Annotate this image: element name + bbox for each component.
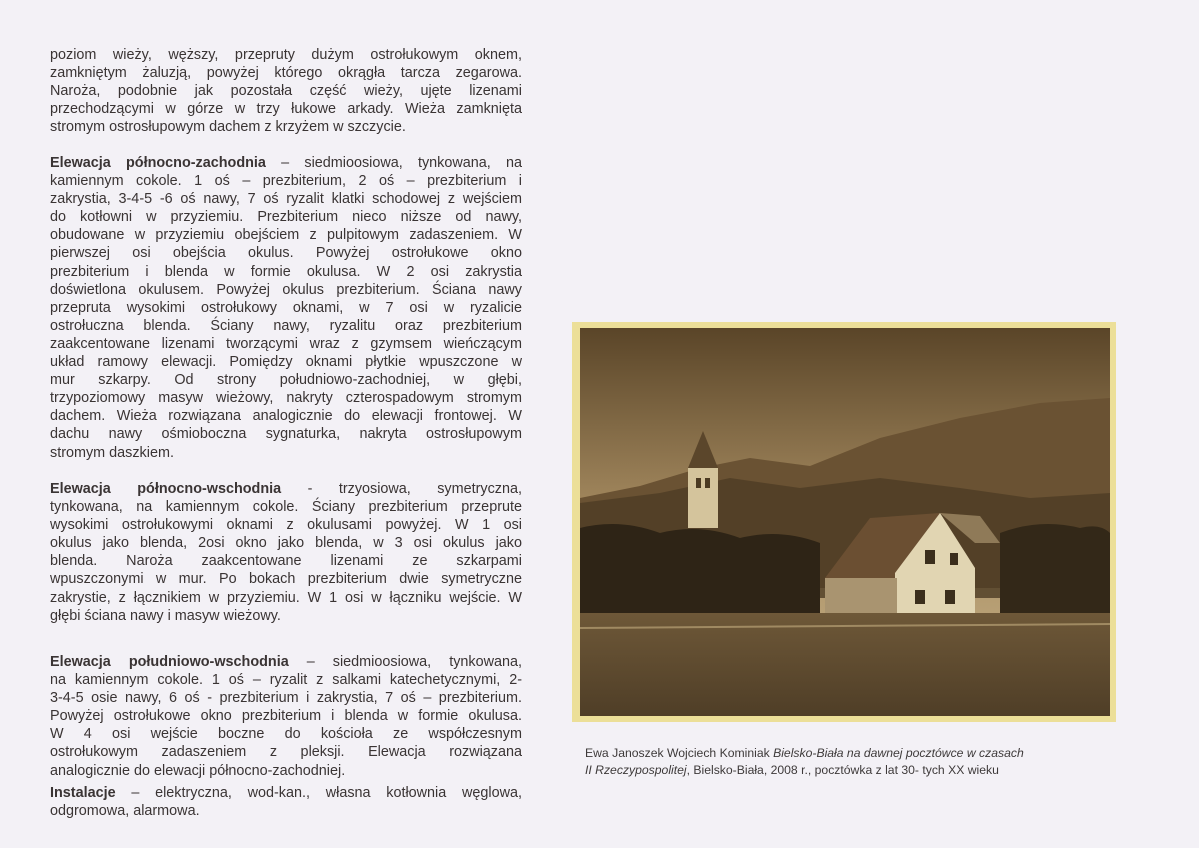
text-line: na kamiennym cokole. 1 oś – ryzalit z salkami katechetycznymi, 2- — [50, 672, 522, 689]
paragraph — [50, 154, 522, 462]
section-heading: Elewacja południowo-wschodnia — [50, 654, 289, 670]
text-line: głębi ściana nawy i masyw wieżowy. — [50, 607, 281, 624]
caption-title-cont: II Rzeczypospolitej — [585, 763, 687, 777]
text-line: kamiennym cokole. 1 oś – prezbiterium, 2 oś – prezbiterium i — [50, 173, 522, 190]
text-line: Naroża, podobnie jak pozostała część wieży, ujęte lizenami — [50, 83, 522, 100]
text-line — [50, 480, 522, 498]
text-line: zamkniętym żaluzją, powyżej którego okrągła tarcza zegarowa. — [50, 65, 522, 82]
paragraph — [50, 46, 522, 136]
text-line: stromym daszkiem. — [50, 444, 174, 461]
text-line: wysokimi ostrołukowymi oknami z okulusami powyżej. W 1 osi — [50, 517, 522, 534]
trees — [580, 524, 820, 618]
text-line: blenda. Naroża zaakcentowane lizenami ze szkarpami — [50, 553, 522, 570]
text-line: prezbiterium i blenda w formie okulusa. W 2 osi zakrystia — [50, 263, 522, 280]
text-line-content: – elektryczna, wod-kan., własna kotłownia węglowa, — [115, 785, 522, 801]
text-line-content: – siedmioosiowa, tynkowana, na — [265, 155, 523, 171]
text-line: mur szkarpy. Od strony południowo-zachodniej, w głębi, — [50, 372, 522, 389]
text-line: Powyżej ostrołukowe okno prezbiterium i blenda w formie okulusa. — [50, 708, 522, 725]
text-line: zaakcentowane lizenami tworzącymi wraz z gzymsem wieńczącym — [50, 335, 522, 352]
caption-title: Bielsko-Biała na dawnej pocztówce w czasach — [773, 746, 1024, 760]
text-line: okulus jako blenda, 2osi okno jako blenda, w 3 osi okulus jako — [50, 535, 522, 552]
text-line-content: – siedmioosiowa, tynkowana, — [288, 654, 522, 670]
section-heading: Elewacja północno-wschodnia — [50, 481, 282, 497]
text-line: odgromowa, alarmowa. — [50, 803, 200, 820]
field — [580, 613, 1110, 716]
photo-caption — [585, 745, 1024, 779]
text-line: dachem. Wieża rozwiązana analogicznie do elewacji frontowej. W — [50, 408, 522, 425]
text-line — [50, 154, 522, 172]
text-line: trzypoziomowy masyw wieżowy, nakryty czterospadowym stromym — [50, 390, 522, 407]
caption-details: , Bielsko-Biała, 2008 r., pocztówka z lat 30- tych XX wieku — [686, 763, 999, 777]
paragraph — [50, 653, 522, 780]
text-line: obudowane w przyziemiu obejściem z pulpitowym zadaszeniem. W — [50, 227, 522, 244]
text-line — [50, 784, 522, 802]
caption-line-2 — [585, 762, 1024, 779]
text-line: dachu nawy ośmioboczna sygnaturka, nakryta ostrosłupowym — [50, 426, 522, 443]
text-line: stromym ostrosłupowym dachem z krzyżem w szczycie. — [50, 119, 406, 136]
trees-right — [1000, 524, 1110, 613]
postcard-photo-frame — [572, 322, 1116, 722]
text-line: tynkowana, na kamiennym cokole. Ściany prezbiterium przeprute — [50, 499, 522, 516]
text-line: zakrystie, z łącznikiem w przyziemiu. W 1 osi w łączniku wejście. W — [50, 589, 522, 606]
text-line: pierwszej osi obejścia okulus. Powyżej ostrołukowe okno — [50, 245, 522, 262]
text-line: do kotłowni w przyziemiu. Prezbiterium nieco niższe od nawy, — [50, 209, 522, 226]
section-heading: Instalacje — [50, 785, 116, 801]
text-line: W 4 osi wejście boczne do kościoła ze współczesnym — [50, 726, 522, 743]
caption-authors: Ewa Janoszek Wojciech Kominiak — [585, 746, 774, 760]
text-line: zakrystia, 3-4-5 -6 oś nawy, 7 oś ryzalit klatki schodowej z wejściem — [50, 191, 522, 208]
caption-line-1 — [585, 745, 1024, 762]
section-heading: Elewacja północno-zachodnia — [50, 155, 266, 171]
text-line: ostrołuczna blenda. Ściany nawy, ryzalitu oraz prezbiterium — [50, 317, 522, 334]
postcard-photo — [580, 328, 1110, 716]
text-line: poziom wieży, węższy, przepruty dużym ostrołukowym oknem, — [50, 47, 522, 63]
text-line: przepruta wysokimi ostrołukowy oknami, w 7 osi w ryzalicie — [50, 299, 522, 316]
text-line: 3-4-5 osie nawy, 6 oś - prezbiterium i zakrystia, 7 oś – prezbiterium. — [50, 690, 522, 707]
paragraph — [50, 784, 522, 820]
paragraph — [50, 480, 522, 625]
text-line: układ ramowy elewacji. Pomiędzy oknami płytkie wpuszczone w — [50, 354, 522, 371]
text-line: analogicznie do elewacji północno-zachodniej. — [50, 762, 346, 779]
text-line-content: - trzyosiowa, symetryczna, — [281, 481, 523, 497]
text-line: przechodzącymi w górze w trzy łukowe arkady. Wieża zamknięta — [50, 101, 522, 118]
text-line: ostrołukowym zadaszeniem z pleksji. Elewacja rozwiązana — [50, 744, 522, 761]
text-line: doświetlona okulusem. Powyżej okulus prezbiterium. Ściana nawy — [50, 281, 522, 298]
text-line — [50, 653, 522, 671]
text-line: wpuszczonymi w mur. Po bokach prezbiterium dwie symetryczne — [50, 571, 522, 588]
